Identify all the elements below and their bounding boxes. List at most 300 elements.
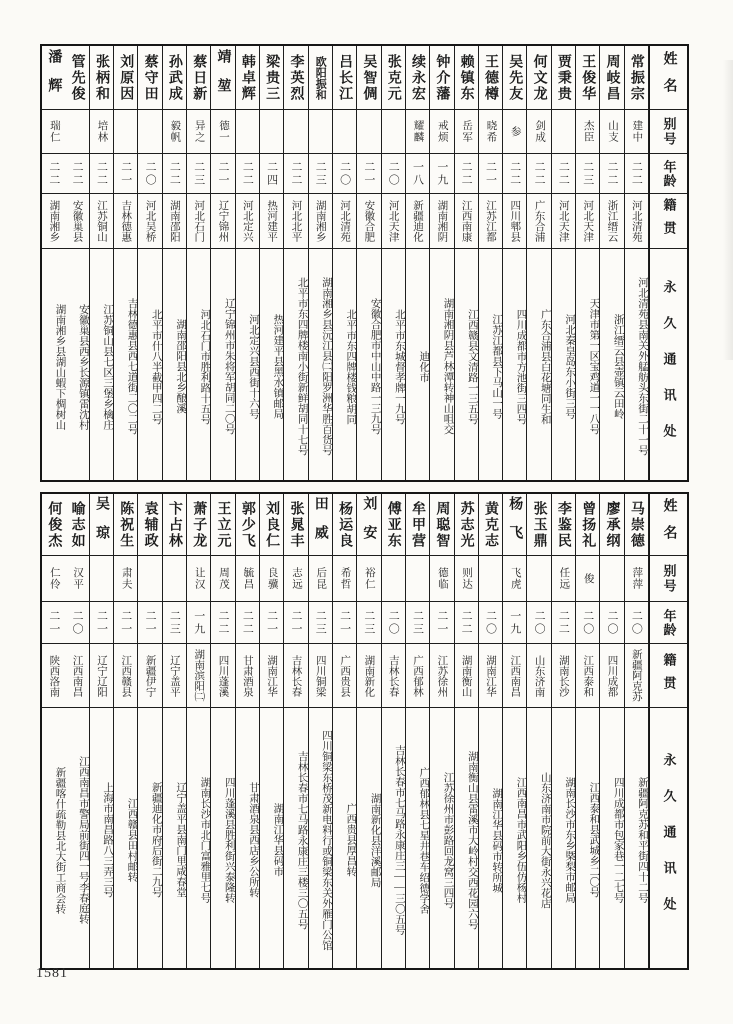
entry-alias: 山支	[600, 110, 623, 154]
entry-native-place: 湖南江华	[479, 644, 502, 708]
entry-name: 梁贵三	[260, 46, 283, 110]
entry-address: 河北清苑县南关外艋舫头东街二十一号	[637, 277, 648, 456]
entry-name: 郭少飞	[236, 494, 259, 556]
entry-age: 二一	[284, 602, 307, 644]
entry-alias	[406, 556, 429, 602]
entry-address: 北平市东四牌楼南小街新鲜胡同十七号	[296, 277, 308, 456]
entry-age: 二二	[236, 602, 259, 644]
entry-name: 欧阳振和	[309, 46, 332, 110]
entry-address: 甘肃酒泉县西店乡公所转	[248, 782, 259, 898]
entry-address: 四川铜梁东桥茂新电料行或铜梁东关外雁门公馆	[320, 729, 332, 951]
entry-name: 张玉鼎	[527, 494, 550, 556]
entry-address: 山东济南市院前大街永兴花店	[539, 771, 551, 909]
entry-alias	[66, 110, 89, 154]
row-header-column-top	[649, 46, 687, 480]
entry-name: 刘原因	[114, 46, 137, 110]
entry-age: 二一	[114, 602, 137, 644]
header-alias: 别号	[650, 556, 687, 602]
directory-entry-column	[527, 494, 551, 968]
directory-entry-column	[260, 494, 284, 968]
header-address: 永久通讯处	[661, 753, 677, 933]
entry-name: 曾扬礼	[576, 494, 599, 556]
entry-native-place: 辽宁辽阳	[90, 644, 113, 708]
directory-entry-column	[455, 494, 479, 968]
entry-alias	[479, 556, 502, 602]
entry-name: 李鉴民	[552, 494, 575, 556]
entry-alias: 毓昌	[236, 556, 259, 602]
directory-entry-column	[406, 494, 430, 968]
entry-address: 迪化市	[418, 350, 430, 383]
entry-native-place: 浙江缙云	[600, 194, 623, 249]
entry-name: 喻志如	[66, 494, 89, 556]
header-age: 年龄	[650, 154, 687, 194]
directory-entry-column	[503, 46, 527, 480]
directory-entry-column	[284, 46, 308, 480]
entry-name: 王德樽	[479, 46, 502, 110]
entries-bottom	[42, 494, 649, 968]
header-name: 姓名	[650, 46, 687, 110]
entry-address: 北平市东城督孝牌一九号	[393, 308, 405, 425]
directory-entry-column	[163, 494, 187, 968]
entry-alias: 让汉	[187, 556, 210, 602]
entry-age: 二三	[357, 602, 380, 644]
directory-entry-column	[382, 494, 406, 968]
entry-address: 湖南邵阳县北乡酿溪	[175, 319, 187, 414]
entry-age: 二三	[406, 602, 429, 644]
entry-name: 钟介藩	[430, 46, 453, 110]
entry-age: 二二	[284, 154, 307, 194]
entry-native-place: 河北石门	[187, 194, 210, 249]
entry-native-place: 河北天津	[382, 194, 405, 249]
entry-alias: 希哲	[333, 556, 356, 602]
entry-address: 四川成都市包家巷一二七号	[612, 777, 624, 903]
entry-native-place: 江苏徐州	[430, 644, 453, 708]
directory-entry-column	[90, 46, 114, 480]
entry-age: 二二	[552, 154, 575, 194]
entry-native-place: 辽宁锦州	[211, 194, 234, 249]
entry-address: 江西赣县文清路一三五号	[466, 308, 478, 425]
entry-native-place: 河北定兴	[236, 194, 259, 249]
entry-name: 何俊杰	[42, 494, 65, 556]
directory-entry-column	[163, 46, 187, 480]
entry-native-place: 吉林长春	[284, 644, 307, 708]
entry-age: 二一	[430, 602, 453, 644]
entry-alias: 培林	[90, 110, 113, 154]
entry-native-place: 河北北平	[284, 194, 307, 249]
entry-alias	[284, 110, 307, 154]
entry-age: 二三	[187, 154, 210, 194]
entry-address: 广东合浦县白花塘同生和	[539, 308, 551, 425]
entry-name: 张柄和	[90, 46, 113, 110]
directory-entry-column	[309, 494, 333, 968]
entry-native-place: 湖南滨阳㈡	[187, 644, 210, 708]
entry-age: 二三	[163, 602, 186, 644]
entry-address: 吉林德惠县西七道街二〇二号	[126, 298, 138, 435]
entry-alias: 晓希	[479, 110, 502, 154]
header-alias: 别号	[650, 110, 687, 154]
directory-entry-column	[600, 46, 624, 480]
entry-address: 江苏徐州市彭路回龙窝三四号	[442, 771, 454, 909]
directory-entry-column	[211, 494, 235, 968]
directory-entry-column	[260, 46, 284, 480]
entry-address: 江西南昌市武阳乡伍仿杨村	[515, 777, 527, 903]
directory-entry-column	[625, 494, 649, 968]
entry-native-place: 江苏江都	[479, 194, 502, 249]
entry-native-place: 河北天津	[576, 194, 599, 249]
entry-name: 吴智倜	[357, 46, 380, 110]
entry-age: 二〇	[576, 602, 599, 644]
entry-name: 周聪智	[430, 494, 453, 556]
entry-alias	[382, 110, 405, 154]
entry-name: 孙武成	[163, 46, 186, 110]
directory-entry-column	[503, 494, 527, 968]
entry-age: 二二	[236, 154, 259, 194]
entry-age: 二〇	[333, 154, 356, 194]
header-native: 籍贯	[650, 644, 687, 708]
entry-address: 新疆阿克苏和平街四十二号	[637, 777, 648, 903]
entry-native-place: 广东合浦	[527, 194, 550, 249]
entry-alias	[357, 110, 380, 154]
directory-entry-column	[382, 46, 406, 480]
entry-alias: 俊	[576, 556, 599, 602]
entry-age: 二三	[309, 154, 332, 194]
entry-name: 刘良仁	[260, 494, 283, 556]
entry-native-place: 安徽合肥	[357, 194, 380, 249]
entry-native-place: 新疆伊宁	[138, 644, 161, 708]
entry-address: 河北定兴县西街十六号	[248, 314, 259, 419]
entry-address: 江西赣县田村邮转	[126, 798, 138, 882]
directory-entry-column	[455, 46, 479, 480]
entry-name: 刘安	[357, 494, 380, 556]
entry-name: 袁辅政	[138, 494, 161, 556]
entry-alias: 异之	[187, 110, 210, 154]
entry-name: 田威	[309, 494, 332, 556]
entry-alias: 志远	[284, 556, 307, 602]
directory-table-top	[40, 44, 689, 482]
entry-name: 黄克志	[479, 494, 502, 556]
entry-name: 续永宏	[406, 46, 429, 110]
entry-name: 周岐昌	[600, 46, 623, 110]
entry-age: 二二	[552, 602, 575, 644]
entry-address: 广西郁林县七星井巷车绍德学舍	[418, 766, 430, 914]
entry-age: 二三	[576, 154, 599, 194]
entry-alias: 萍萍	[625, 556, 648, 602]
entry-alias	[382, 556, 405, 602]
entry-age: 二二	[163, 154, 186, 194]
entry-native-place: 湖南湘乡	[309, 194, 332, 249]
entries-top	[42, 46, 649, 480]
entry-address: 江苏铜山县七区三堡乡檎庄	[102, 303, 114, 430]
entry-address: 湖南湘乡县湖山蝦下椆树山	[54, 303, 66, 430]
directory-entry-column	[42, 494, 65, 968]
entry-native-place: 四川铜梁	[309, 644, 332, 708]
entry-alias: 任远	[552, 556, 575, 602]
entry-native-place: 陕西洛南	[42, 644, 65, 708]
entry-name: 苏志光	[455, 494, 478, 556]
entry-name: 萧子龙	[187, 494, 210, 556]
header-native: 籍贯	[650, 194, 687, 249]
entry-age: 二〇	[382, 602, 405, 644]
directory-entry-column	[114, 46, 138, 480]
entry-native-place: 吉林德惠	[114, 194, 137, 249]
entry-age: 二一	[260, 602, 283, 644]
directory-entry-column	[576, 494, 600, 968]
entry-native-place: 湖南湘阴	[430, 194, 453, 249]
entry-age: 二二	[42, 154, 65, 194]
entry-native-place: 河北清苑	[625, 194, 648, 249]
entry-name: 张克元	[382, 46, 405, 110]
entry-alias: 后昆	[309, 556, 332, 602]
entry-age: 二二	[455, 154, 478, 194]
entry-alias: 剑成	[527, 110, 550, 154]
entry-address: 四川蓬溪县胜利街兴泰隆转	[223, 777, 235, 903]
entry-alias: 飞虎	[503, 556, 526, 602]
entry-age: 二一	[211, 154, 234, 194]
entry-alias: 仁伶	[42, 556, 65, 602]
directory-entry-column	[114, 494, 138, 968]
entry-name: 杨运良	[333, 494, 356, 556]
entry-age: 二三	[309, 602, 332, 644]
entry-name: 王俊华	[576, 46, 599, 110]
entry-native-place: 安徽巢县	[66, 194, 89, 249]
entry-alias: 肃夫	[114, 556, 137, 602]
entry-name: 吴先友	[503, 46, 526, 110]
entry-age: 二〇	[382, 154, 405, 194]
entry-address: 新疆喀什疏勒县北大街工商会转	[54, 766, 66, 914]
entry-age: 二一	[479, 154, 502, 194]
entry-name: 吴琼	[90, 494, 113, 556]
entry-native-place: 江西南昌	[66, 644, 89, 708]
entry-address: 北平市东四牌楼钱粮胡同	[345, 308, 357, 425]
entry-native-place: 江西泰和	[576, 644, 599, 708]
entry-native-place: 辽宁盖平	[163, 644, 186, 708]
entry-address: 热河建平县黑水镇邮局	[272, 314, 284, 419]
entry-name: 傅亚东	[382, 494, 405, 556]
entry-name: 常振宗	[625, 46, 648, 110]
directory-entry-column	[527, 46, 551, 480]
entry-address: 江苏江都县下马山一号	[491, 314, 503, 419]
directory-entry-column	[211, 46, 235, 480]
entry-native-place: 吉林长春	[382, 644, 405, 708]
entry-address: 湖南江华县码市转所城	[491, 787, 503, 893]
entry-native-place: 河北吴桥	[138, 194, 161, 249]
entry-alias: 裕仁	[357, 556, 380, 602]
entry-alias: 岳军	[455, 110, 478, 154]
entry-alias	[138, 556, 161, 602]
entry-age: 一九	[430, 154, 453, 194]
entry-age: 二二	[66, 154, 89, 194]
entry-native-place: 甘肃酒泉	[236, 644, 259, 708]
entry-alias: 良骥	[260, 556, 283, 602]
entry-age: 二〇	[600, 602, 623, 644]
entry-name: 吕长江	[333, 46, 356, 110]
entry-age: 一八	[406, 154, 429, 194]
entry-address: 辽宁锦州市朱将军胡同二〇号	[223, 298, 235, 435]
entry-address: 湖南湘阴县芦林潭转神山咀交	[442, 298, 454, 435]
entry-name: 廖承纲	[600, 494, 623, 556]
entry-alias: 瑞仁	[42, 110, 65, 154]
entry-age: 二二	[455, 602, 478, 644]
entry-native-place: 四川郫县	[503, 194, 526, 249]
entry-name: 赖镇东	[455, 46, 478, 110]
entry-address: 吉林长春市七马路永康庄三——三〇五号	[393, 745, 405, 935]
entry-alias: 戒烦	[430, 110, 453, 154]
directory-entry-column	[576, 46, 600, 480]
entry-native-place: 山东济南	[527, 644, 550, 708]
entry-address: 湖南衡山县雷溪市大岭村交西花园六号	[466, 750, 478, 930]
entry-address: 湖南长沙市北门富雅里七号	[199, 777, 211, 903]
entry-native-place: 湖南新化	[357, 644, 380, 708]
entry-name: 牟甲营	[406, 494, 429, 556]
entry-address: 河北秦皇岛东小街三号	[564, 314, 576, 419]
entry-age: 二〇	[625, 602, 648, 644]
entry-alias: 周茂	[211, 556, 234, 602]
entry-alias	[333, 110, 356, 154]
entry-alias: 耀麟	[406, 110, 429, 154]
directory-entry-column	[333, 46, 357, 480]
directory-entry-column	[138, 46, 162, 480]
page-number: 1581	[36, 966, 68, 981]
entry-name: 管先俊	[66, 46, 89, 110]
entry-alias: 德临	[430, 556, 453, 602]
entry-address: 四川成都市方池街三四号	[515, 308, 527, 425]
entry-name: 贾秉贵	[552, 46, 575, 110]
entry-name: 靖堃	[211, 46, 234, 110]
directory-entry-column	[357, 46, 381, 480]
directory-entry-column	[479, 46, 503, 480]
entry-address: 新疆迪化市府后街二九号	[150, 782, 162, 898]
entry-address: 天津市第一区宝鸡道一一八号	[588, 298, 600, 435]
entry-alias	[527, 556, 550, 602]
entry-address: 湖南长沙市东乡槩梨市邮局	[564, 777, 576, 903]
entry-age: 二二	[503, 154, 526, 194]
directory-entry-column	[333, 494, 357, 968]
entry-address: 上海市南昌路八三弄三号	[102, 782, 114, 898]
entry-alias	[90, 556, 113, 602]
entry-name: 何文龙	[527, 46, 550, 110]
entry-alias	[260, 110, 283, 154]
entry-age: 二二	[211, 602, 234, 644]
entry-age: 二一	[90, 602, 113, 644]
directory-entry-column	[479, 494, 503, 968]
directory-entry-column	[90, 494, 114, 968]
entry-address: 江西南昌市警局前街四一号李春庭转	[77, 756, 89, 924]
entry-address: 湖南江华县码市	[272, 803, 284, 877]
entry-alias: 杰臣	[576, 110, 599, 154]
entry-alias	[163, 556, 186, 602]
entry-native-place: 湖南衡山	[455, 644, 478, 708]
directory-entry-column	[187, 46, 211, 480]
entry-native-place: 江西赣县	[114, 644, 137, 708]
directory-entry-column	[357, 494, 381, 968]
entry-name: 卞占林	[163, 494, 186, 556]
entry-age: 二一	[138, 602, 161, 644]
entry-age: 一九	[503, 602, 526, 644]
entry-name: 蔡守田	[138, 46, 161, 110]
directory-entry-column	[236, 494, 260, 968]
entry-name: 杨飞	[503, 494, 526, 556]
entry-age: 二〇	[527, 602, 550, 644]
entry-alias: 则达	[455, 556, 478, 602]
directory-entry-column	[406, 46, 430, 480]
entry-address: 江西泰和县武城乡二〇号	[588, 782, 600, 898]
entry-address: 湖南湘乡县沅江县㈡阳罗洲华胜百货号	[320, 277, 332, 456]
directory-table-bottom	[40, 492, 689, 970]
entry-native-place: 热河建平	[260, 194, 283, 249]
scan-smudge	[723, 60, 733, 360]
directory-entry-column	[66, 46, 90, 480]
entry-native-place: 湖南江华	[260, 644, 283, 708]
directory-entry-column	[187, 494, 211, 968]
directory-entry-column	[138, 494, 162, 968]
header-address: 永久通讯处	[661, 279, 677, 460]
entry-age: 二〇	[479, 602, 502, 644]
entry-native-place: 湖南邵阳	[163, 194, 186, 249]
directory-entry-column	[42, 46, 65, 480]
entry-name: 马崇德	[625, 494, 648, 556]
entry-address: 河北石门市胜利路十五号	[199, 308, 211, 425]
directory-entry-column	[430, 494, 454, 968]
entry-age: 二二	[625, 154, 648, 194]
entry-name: 李英烈	[284, 46, 307, 110]
entry-native-place: 江西南昌	[503, 644, 526, 708]
entry-name: 蔡日新	[187, 46, 210, 110]
entry-age: 二〇	[66, 602, 89, 644]
entry-age: 二二	[527, 154, 550, 194]
directory-entry-column	[236, 46, 260, 480]
entry-name: 潘辉	[42, 46, 65, 110]
entry-alias: 建中	[625, 110, 648, 154]
entry-alias	[309, 110, 332, 154]
entry-address: 广西贵县厚昌转	[345, 803, 357, 877]
entry-age: 二一	[42, 602, 65, 644]
entry-alias	[600, 556, 623, 602]
entry-name: 张晁丰	[284, 494, 307, 556]
entry-native-place: 广西贵县	[333, 644, 356, 708]
entry-address: 安徽巢县西乡长源镇雷沈村	[77, 303, 89, 430]
entry-address: 北平市什八半截甲四二号	[150, 308, 162, 425]
entry-address: 吉林长春市七马路永康庄三楼三〇五号	[296, 750, 308, 930]
directory-entry-column	[600, 494, 624, 968]
entry-address: 浙江缙云县壶镇云田岭	[612, 314, 624, 419]
entry-alias: 德一	[211, 110, 234, 154]
entry-native-place: 河北清苑	[333, 194, 356, 249]
directory-entry-column	[552, 46, 576, 480]
directory-entry-column	[552, 494, 576, 968]
entry-age: 二一	[333, 602, 356, 644]
entry-native-place: 湖南湘乡	[42, 194, 65, 249]
directory-entry-column	[625, 46, 649, 480]
entry-alias: 参	[503, 110, 526, 154]
entry-age: 二一	[357, 154, 380, 194]
entry-age: 一九	[187, 602, 210, 644]
directory-entry-column	[66, 494, 90, 968]
entry-age: 二二	[600, 154, 623, 194]
entry-age: 二四	[260, 154, 283, 194]
entry-alias: 汉平	[66, 556, 89, 602]
entry-alias	[114, 110, 137, 154]
entry-name: 陈祝生	[114, 494, 137, 556]
entry-native-place: 广西郁林	[406, 644, 429, 708]
entry-native-place: 四川成都	[600, 644, 623, 708]
entry-age: 二一	[114, 154, 137, 194]
directory-entry-column	[284, 494, 308, 968]
entry-native-place: 新疆迪化	[406, 194, 429, 249]
entry-native-place: 河北天津	[552, 194, 575, 249]
entry-age: 二〇	[138, 154, 161, 194]
entry-address: 安徽合肥市中山中路一三九号	[369, 298, 381, 435]
header-age: 年龄	[650, 602, 687, 644]
